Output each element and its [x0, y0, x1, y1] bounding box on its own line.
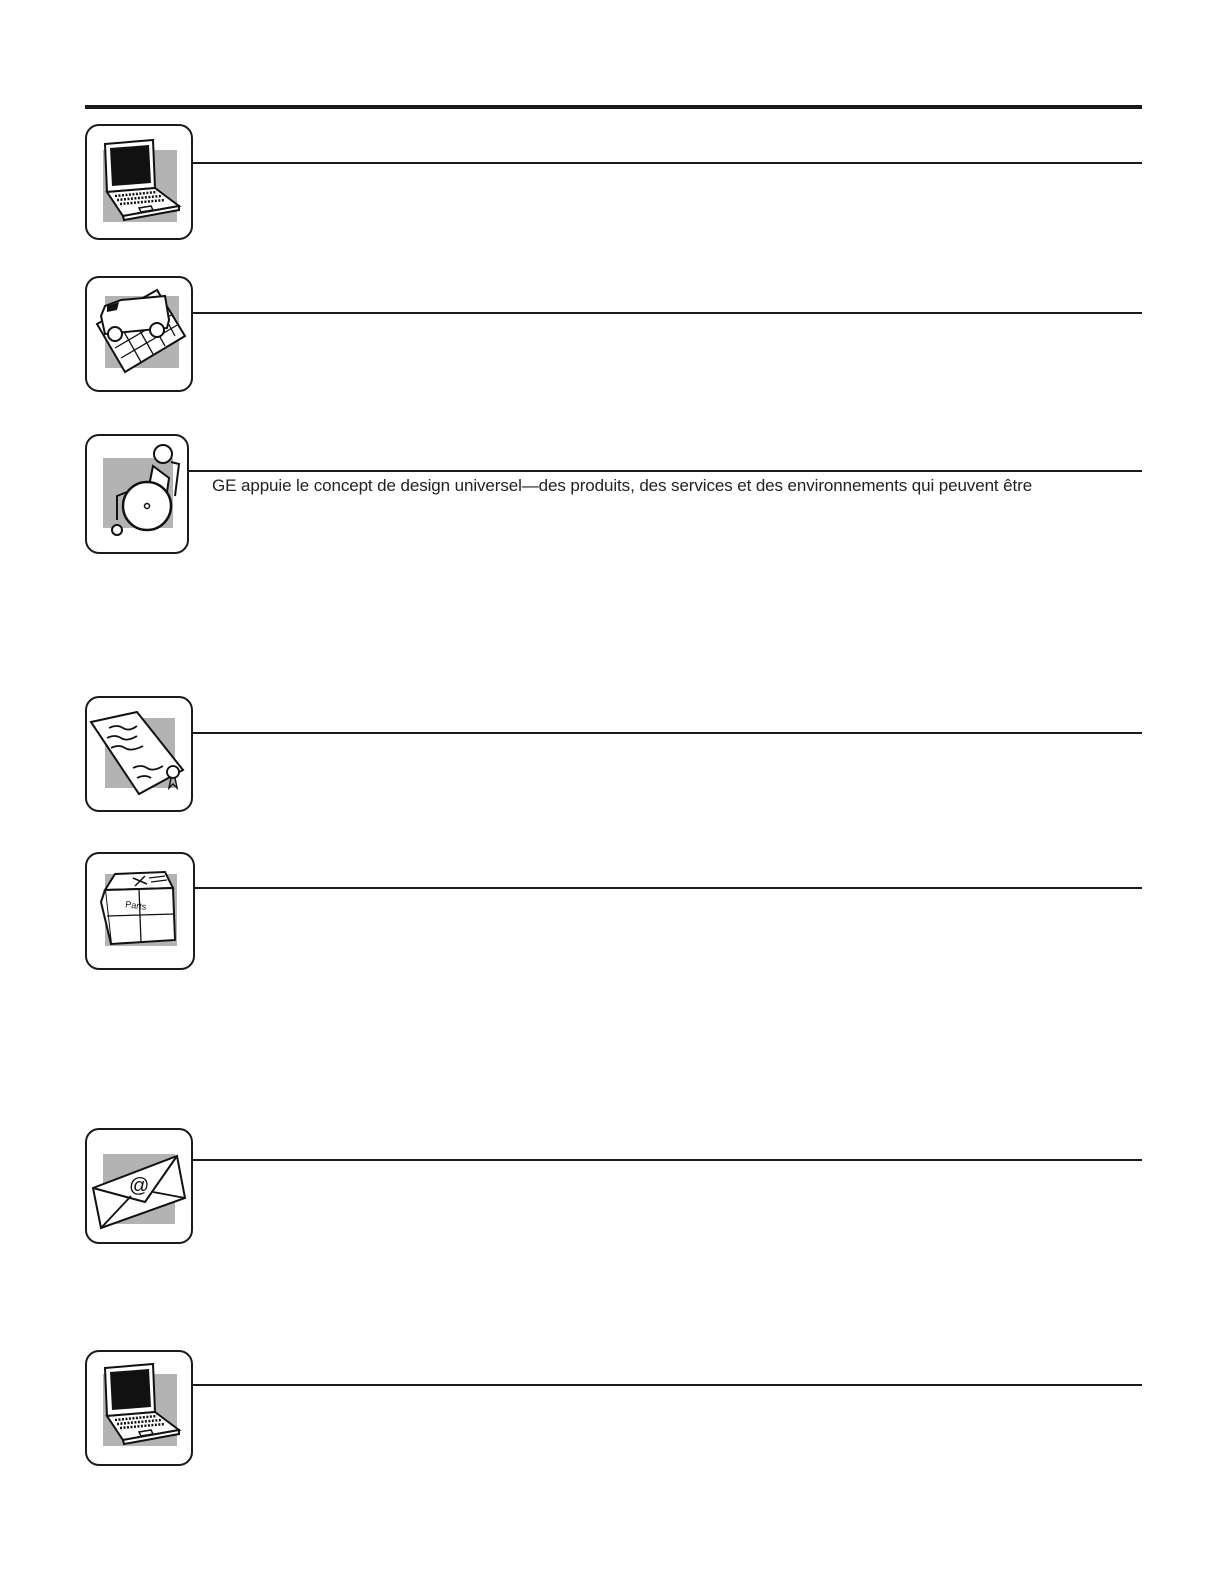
section-rule [193, 1159, 1142, 1161]
laptop-icon [85, 1350, 193, 1466]
wheelchair-icon [85, 434, 189, 554]
laptop-icon [85, 124, 193, 240]
universal-design-text: GE appuie le concept de design universel—des produits, des services et des environnements qui peuvent être [212, 476, 1033, 495]
at-symbol: @ [129, 1175, 150, 1197]
section-rule [189, 470, 1142, 472]
section-rule [193, 162, 1142, 164]
email-envelope-icon [85, 1128, 193, 1244]
parts-label: Parts [124, 899, 147, 912]
section-rule [193, 312, 1142, 314]
top-rule [85, 105, 1142, 109]
certificate-icon [85, 696, 193, 812]
parts-box-icon [85, 852, 195, 970]
section-rule [193, 732, 1142, 734]
section-rule [193, 1384, 1142, 1386]
service-van-calendar-icon [85, 276, 193, 392]
section-rule [195, 887, 1142, 889]
